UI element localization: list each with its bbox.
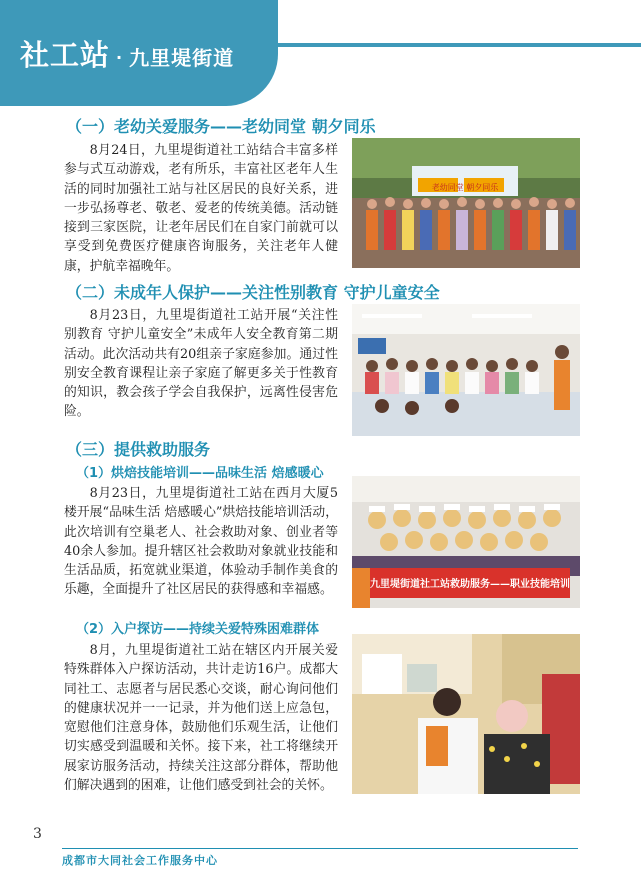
photo-child-safety-class: [352, 304, 580, 436]
page-number: 3: [33, 826, 42, 842]
title-subtitle: 九里堤街道: [129, 46, 235, 70]
header-banner: [0, 0, 278, 106]
photo-elderly-event: [352, 138, 580, 268]
section-heading-minor-protection: （二）未成年人保护——关注性别教育 守护儿童安全: [66, 283, 440, 302]
photo-baking-banner-text: 九里堤街道社工站救助服务——职业技能培训: [370, 579, 570, 590]
section-heading-relief: （三）提供救助服务: [66, 440, 211, 459]
section-body-minor-protection: 8月23日，九里堤街道社工站开展“关注性别教育 守护儿童安全”未成年人安全教育第二期活动。此次活动共有20组亲子家庭参加。通过性别安全教育课程让亲子家庭了解更多关于性教育的知识，教会孩子学会自我保护，远离性侵害危险。: [64, 308, 338, 420]
subsection-heading-baking: （1）烘焙技能培训——品味生活 焙感暖心: [76, 466, 324, 481]
title-separator: ·: [116, 47, 124, 67]
section-heading-elderly-care: （一）老幼关爱服务——老幼同堂 朝夕同乐: [66, 117, 376, 136]
subsection-body-baking: 8月23日，九里堤街道社工站在西月大厦5楼开展“品味生活 焙感暖心”烘焙技能培训活动，此次培训有空巢老人、社会救助对象、创业者等40余人参加。提升辖区社会救助对象就业技能和生活品质，拓宽就业渠道，体验动手制作美食的乐趣，全面提升了社区居民的获得感和幸福感。: [64, 486, 338, 598]
subsection-body-home-visit: 8月，九里堤街道社工站在辖区内开展关爱特殊群体入户探访活动，共计走访16户。成都大同社工、志愿者与居民悉心交谈，耐心询问他们的健康状况并一一记录，并为他们送上应急包，宽慰他们注意身体，鼓励他们乐观生活，让他们切实感受到温暖和关怀。接下来，社工将继续开展家访服务活动，持续关注这部分群体，帮助他们解决遇到的困难，让他们感受到社会的关怀。: [64, 643, 338, 794]
footer-rule: [62, 848, 578, 849]
section-body-elderly-care: 8月24日，九里堤街道社工站结合丰富多样参与式互动游戏，老有所乐，丰富社区老年人生活的同时加强社工站与社区居民的良好关系，进一步弘扬尊老、敬老、爱老的传统美德。活动链接到三家医院，让老年居民们在自家门前就可以享受到免费医疗健康咨询服务，关注老年人健康，护航幸福晚年。: [64, 143, 338, 274]
header-rule: [278, 43, 641, 47]
photo-home-visit: [352, 634, 580, 794]
page-title: [20, 33, 234, 74]
title-main: 社工站: [20, 38, 111, 72]
footer-organization: 成都市大同社会工作服务中心: [62, 854, 218, 867]
photo-elderly-banner-text: 老幼同堂 朝夕同乐: [431, 183, 499, 192]
photo-baking-workshop: [352, 476, 580, 608]
subsection-heading-home-visit: （2）入户探访——持续关爱特殊困难群体: [76, 622, 320, 637]
